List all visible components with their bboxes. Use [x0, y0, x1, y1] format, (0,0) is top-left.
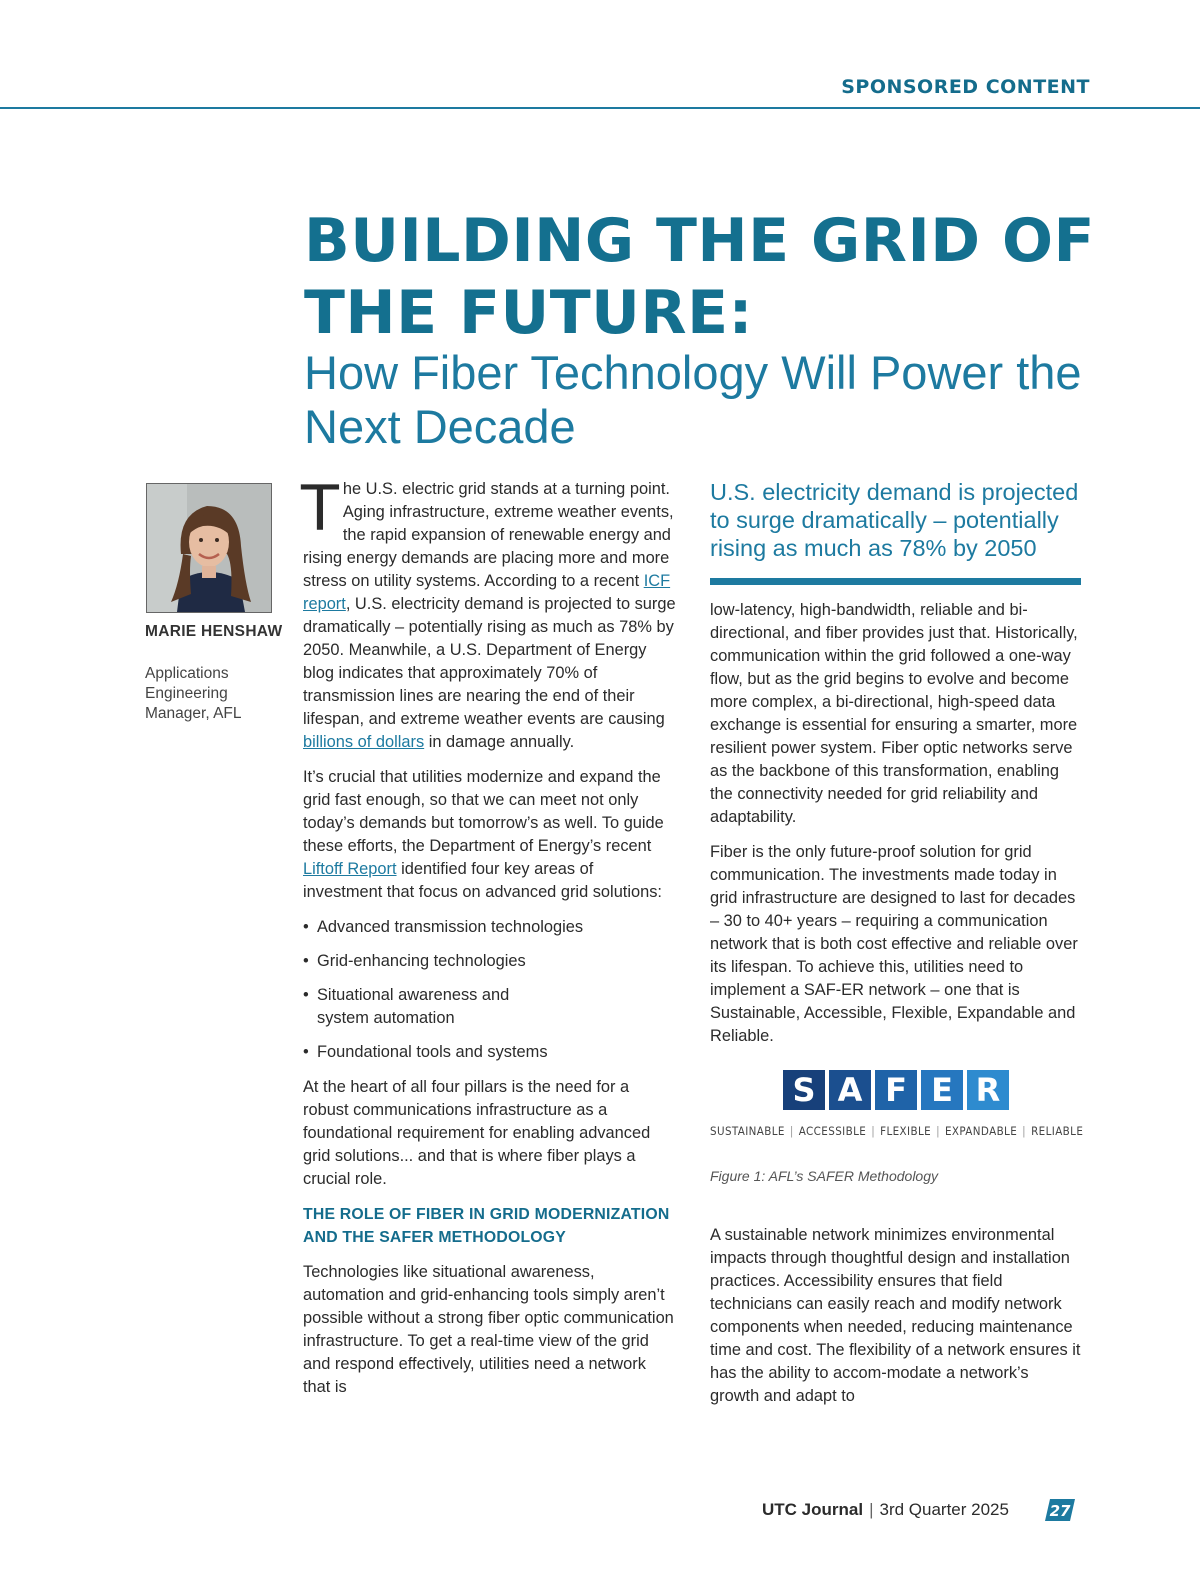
safer-letter-f: F [875, 1070, 917, 1110]
second-text-a: It’s crucial that utilities modernize and expand the grid fast enough, so that we can meet not only today’s demands but tomorrow’s as well. To guide these efforts, the Department of Energy’s recent [303, 768, 664, 855]
footer-separator: | [869, 1500, 874, 1519]
safer-letter-s: S [783, 1070, 825, 1110]
drop-cap: T [301, 472, 339, 545]
safer-sep: | [871, 1124, 876, 1138]
billions-of-dollars-link[interactable]: billions of dollars [303, 733, 425, 751]
safer-letter-r: R [967, 1070, 1009, 1110]
safer-sep: | [1022, 1124, 1027, 1138]
safer-word: EXPANDABLE [944, 1124, 1018, 1138]
intro-text-b: , U.S. electricity demand is projected to surge dramatically – potentially rising as much as 78% by 2050. Meanwhile, a U.S. Department of Energy blog indicates that approximately 70% of transmission lines are nearing the end of their lifespan, and extreme weather events are causing [303, 595, 676, 728]
bullet-dot: • [303, 986, 309, 1004]
investment-areas-list [303, 916, 677, 1064]
section-heading: THE ROLE OF FIBER IN GRID MODERNIZATION AND THE SAFER METHODOLOGY [303, 1206, 670, 1246]
article-title: BUILDING THE GRID OF THE FUTURE: [304, 206, 1095, 348]
page-footer [762, 1500, 1009, 1520]
author-role: Applications Engineering Manager, AFL [145, 665, 242, 722]
second-paragraph [303, 766, 677, 904]
intro-paragraph [301, 472, 677, 754]
sponsored-content-label: SPONSORED CONTENT [841, 76, 1090, 98]
right-paragraph-3: A sustainable network minimizes environmental impacts through thoughtful design and installation practices. Accessibility ensures that field technicians can easily reach and modify network components when needed, reducing maintenance time and cost. The flexibility of a network ensures it has the ability to accom-modate a network’s growth and adapt to [710, 1226, 1081, 1405]
list-item: • Situational awareness and system automation [303, 986, 510, 1027]
second-text-b: identified four key areas of investment that focus on advanced grid solutions: [303, 860, 662, 901]
bullet-dot: • [303, 952, 309, 970]
safer-words [710, 1120, 1082, 1143]
page-number-badge [1044, 1497, 1076, 1523]
list-item: • Advanced transmission technologies [303, 916, 677, 939]
third-paragraph: At the heart of all four pillars is the need for a robust communications infrastructure as a foundational requirement for enabling advanced grid solutions... and that is where fiber plays a crucial role. [303, 1078, 651, 1188]
article-subtitle: How Fiber Technology Will Power the Next Decade [304, 346, 1082, 453]
list-item: • Foundational tools and systems [303, 1041, 677, 1064]
safer-letter-a: A [829, 1070, 871, 1110]
header-rule [0, 107, 1200, 109]
bullet-dot: • [303, 1043, 309, 1061]
page-number: 27 [1049, 1502, 1071, 1520]
safer-figure [710, 1070, 1082, 1188]
liftoff-report-link[interactable]: Liftoff Report [303, 860, 397, 878]
safer-sep: | [936, 1124, 940, 1138]
safer-word: ACCESSIBLE [798, 1124, 867, 1138]
safer-word: RELIABLE [1031, 1124, 1084, 1138]
author-photo [146, 483, 272, 613]
safer-word: SUSTAINABLE [710, 1124, 785, 1138]
pull-quote-bar [710, 578, 1081, 585]
list-item: • Grid-enhancing technologies [303, 950, 677, 973]
intro-text-c: in damage annually. [424, 733, 575, 751]
icf-report-link[interactable]: ICF report [303, 572, 671, 613]
right-paragraph-2: Fiber is the only future-proof solution for grid communication. The investments made today in grid infrastructure are designed to last for decades – 30 to 40+ years – requiring a communication network that is both cost effective and reliable over its lifespan. To achieve this, utilities need to implement a SAF-ER network – one that is Sustainable, Accessible, Flexible, Expandable and Reliable. [710, 843, 1078, 1045]
safer-sep: | [789, 1124, 794, 1138]
issue-label: 3rd Quarter 2025 [879, 1500, 1009, 1519]
intro-text-a: he U.S. electric grid stands at a turning point. Aging infrastructure, extreme weather events, the rapid expansion of renewable energy and rising energy demands are placing more and more stress on utility systems. According to a recent [303, 480, 674, 590]
safer-letter-e: E [921, 1070, 963, 1110]
left-column [301, 472, 677, 1411]
safer-logo [710, 1070, 1082, 1110]
pull-quote: U.S. electricity demand is projected to surge dramatically – potentially rising as much as 78% by 2050 [710, 479, 1079, 561]
right-paragraph-1: low-latency, high-bandwidth, reliable and bi-directional, and fiber provides just that. Historically, communication within the grid followed a one-way flow, but as the grid begins to evolve and become more complex, a bi-directional, high-speed data exchange is essential for ensuring a smarter, more resilient power system. Fiber optic networks serve as the backbone of this transformation, enabling the connectivity needed for grid reliability and adaptability. [710, 601, 1078, 826]
fourth-paragraph: Technologies like situational awareness, automation and grid-enhancing tools simply aren’t possible without a strong fiber optic communication infrastructure. To get a real-time view of the grid and respond effectively, utilities need a network that is [303, 1263, 674, 1396]
safer-word: FLEXIBLE [880, 1124, 932, 1138]
publication-name: UTC Journal [762, 1500, 864, 1519]
figure-caption: Figure 1: AFL’s SAFER Methodology [710, 1168, 938, 1184]
bullet-dot: • [303, 918, 309, 936]
author-name: MARIE HENSHAW [145, 623, 283, 640]
right-column [710, 478, 1082, 1420]
